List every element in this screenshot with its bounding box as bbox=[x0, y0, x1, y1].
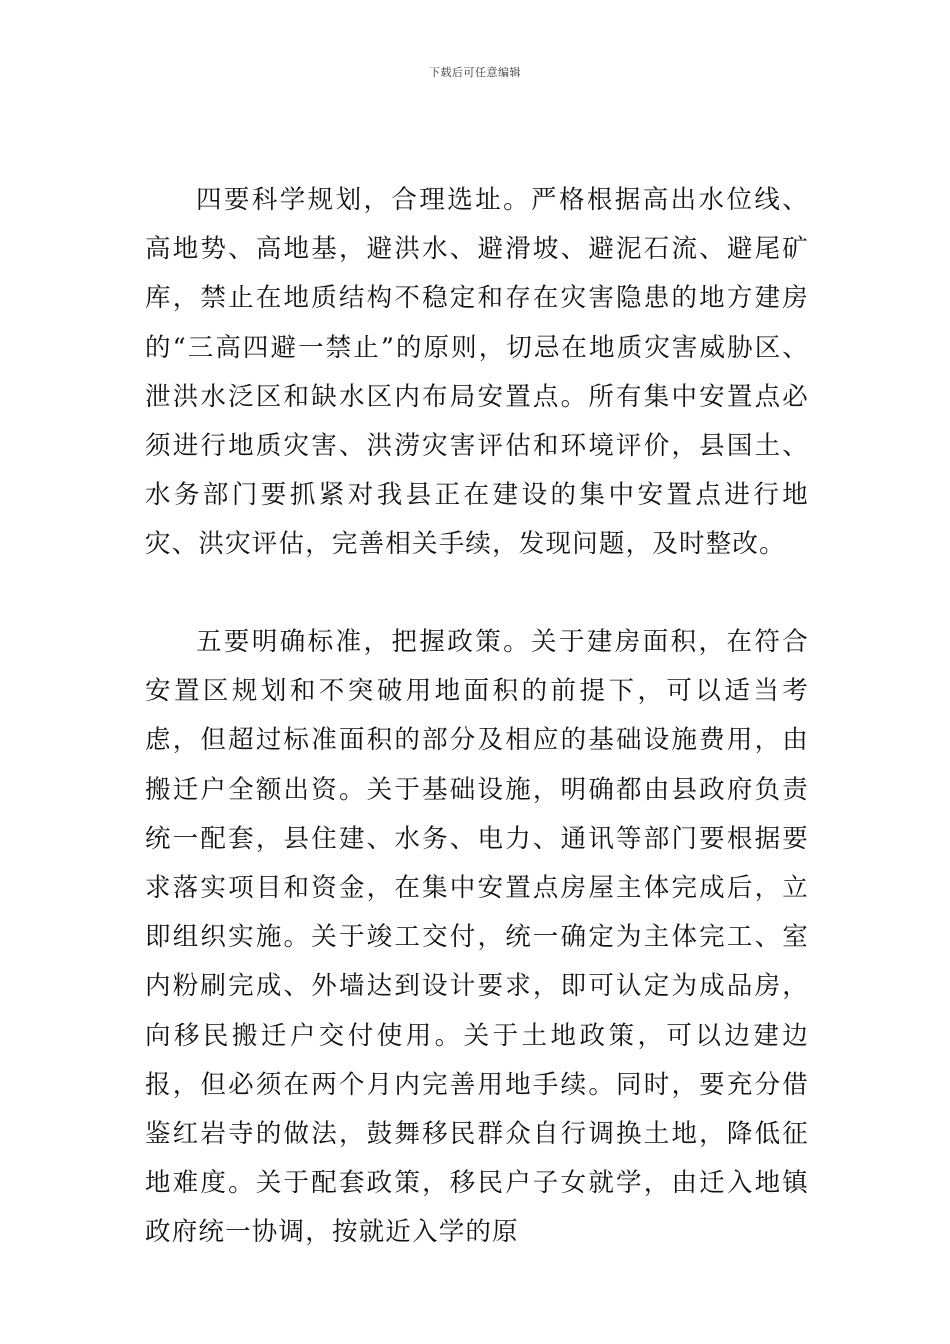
paragraph-standards-policies: 五要明确标准，把握政策。关于建房面积，在符合安置区规划和不突破用地面积的前提下，可以适当考虑，但超过标准面积的部分及相应的基础设施费用，由搬迁户全额出资。关于基础设施，明确都由县政府负责统一配套，县住建、水务、电力、通讯等部门要根据要求落实项目和资金，在集中安置点房屋主体完成后，立即组织实施。关于竣工交付，统一确定为主体完工、室内粉刷完成、外墙达到设计要求，即可认定为成品房，向移民搬迁户交付使用。关于土地政策，可以边建边报，但必须在两个月内完善用地手续。同时，要充分借鉴红岩寺的做法，鼓舞移民群众自行调换土地，降低征地难度。关于配套政策，移民户子女就学，由迁入地镇政府统一协调，按就近入学的原 bbox=[145, 627, 809, 1248]
page-header: 下载后可任意编辑 bbox=[429, 66, 521, 79]
paragraph-planning-site-selection: 四要科学规划，合理选址。严格根据高出水位线、高地势、高地基，避洪水、避滑坡、避泥石流、避尾矿库，禁止在地质结构不稳定和存在灾害隐患的地方建房的“三高四避一禁止”的原则，切忌在地质灾害威胁区、泄洪水泛区和缺水区内布局安置点。所有集中安置点必须进行地质灾害、洪涝灾害评估和环境评价，县国土、水务部门要抓紧对我县正在建设的集中安置点进行地灾、洪灾评估，完善相关手续，发现问题，及时整改。 bbox=[145, 185, 809, 560]
